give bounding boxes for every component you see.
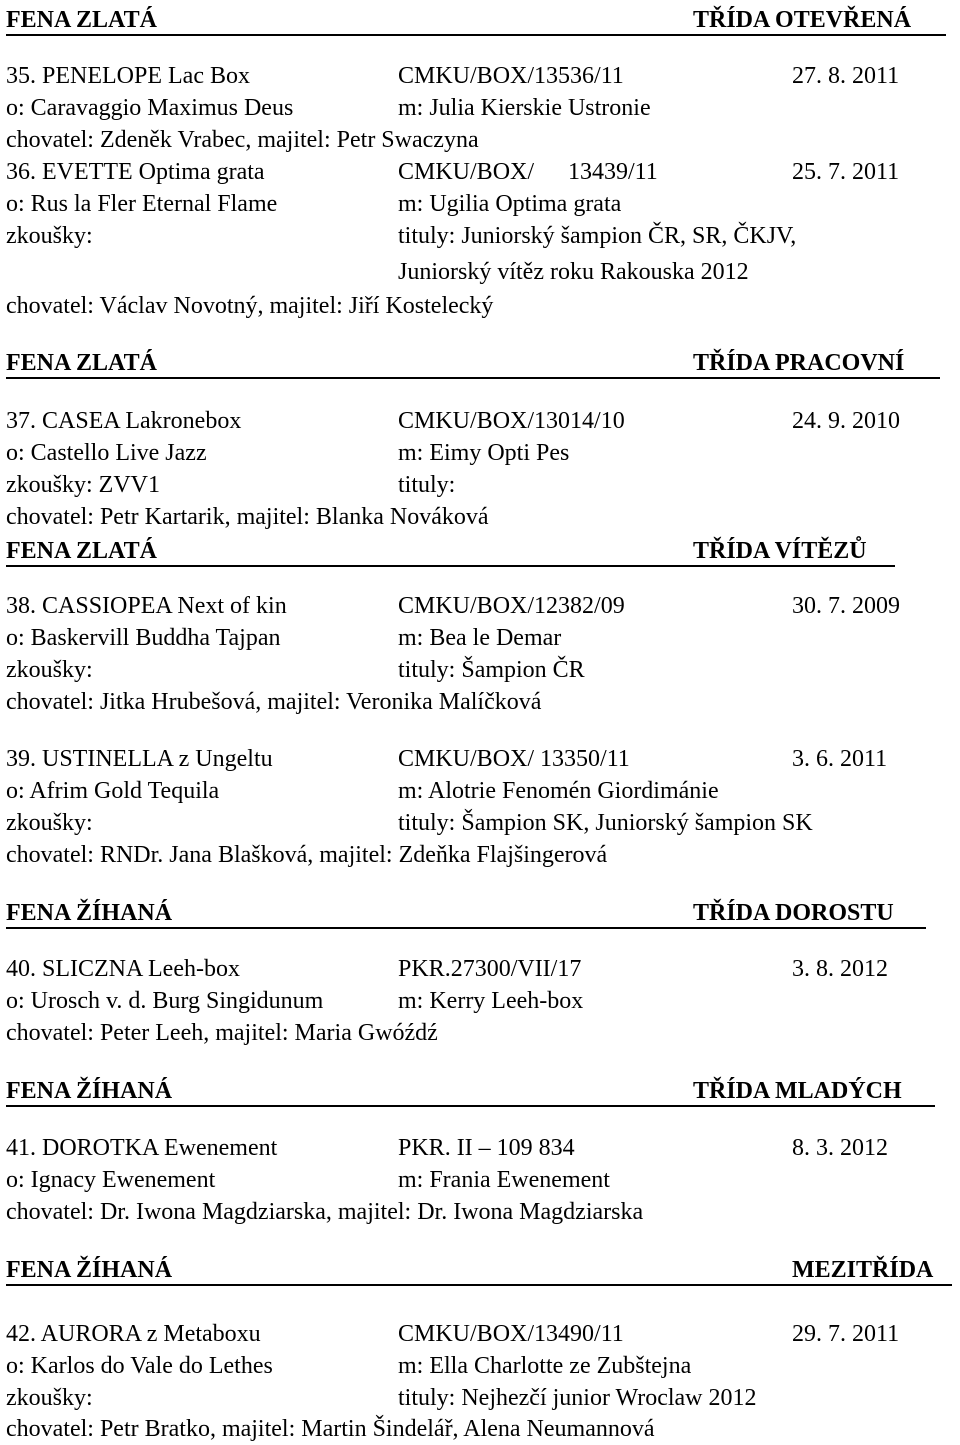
entry-name: 40. SLICZNA Leeh-box [6,956,240,982]
entry-name: 37. CASEA Lakronebox [6,408,242,434]
entry-breeder-owner: chovatel: Zdeněk Vrabec, majitel: Petr Swaczyna [6,127,479,153]
section-class-heading: TŘÍDA OTEVŘENÁ [693,7,912,33]
section-class-heading: TŘÍDA VÍTĚZŮ [693,538,867,564]
entry-registration: CMKU/BOX/ 13350/11 [398,746,630,772]
section-color-heading: FENA ŽÍHANÁ [6,1078,173,1104]
entry-birth-date: 3. 8. 2012 [792,956,888,982]
entry-titles: tituly: Nejhezčí junior Wroclaw 2012 [398,1385,757,1411]
entry-mother: m: Eimy Opti Pes [398,440,570,466]
section-color-heading: FENA ZLATÁ [6,350,157,376]
entry-birth-date: 24. 9. 2010 [792,408,900,434]
heading-underline [6,377,940,379]
entry-name: 39. USTINELLA z Ungeltu [6,746,273,772]
entry-father: o: Rus la Fler Eternal Flame [6,191,278,217]
entry-mother: m: Julia Kierskie Ustronie [398,95,651,121]
heading-underline [6,1284,952,1286]
entry-mother: m: Kerry Leeh-box [398,988,584,1014]
entry-registration: CMKU/BOX/13014/10 [398,408,625,434]
entry-tests: zkoušky: [6,223,93,249]
heading-underline [6,565,895,567]
entry-breeder-owner: chovatel: RNDr. Jana Blašková, majitel: Zdeňka Flajšingerová [6,842,608,868]
entry-name: 35. PENELOPE Lac Box [6,63,250,89]
entry-titles: tituly: Šampion SK, Juniorský šampion SK [398,810,813,836]
entry-registration: PKR. II – 109 834 [398,1135,575,1161]
section-color-heading: FENA ZLATÁ [6,7,157,33]
entry-mother: m: Ugilia Optima grata [398,191,622,217]
entry-mother: m: Bea le Demar [398,625,562,651]
entry-breeder-owner: chovatel: Václav Novotný, majitel: Jiří Kostelecký [6,293,494,319]
entry-tests: zkoušky: [6,657,93,683]
entry-tests: zkoušky: [6,810,93,836]
entry-registration: CMKU/BOX/ [398,159,535,185]
entry-registration: CMKU/BOX/13536/11 [398,63,624,89]
entry-registration: CMKU/BOX/13490/11 [398,1321,624,1347]
entry-breeder-owner: chovatel: Peter Leeh, majitel: Maria Gwóźdź [6,1020,438,1046]
entry-birth-date: 29. 7. 2011 [792,1321,900,1347]
entry-titles: tituly: Juniorský šampion ČR, SR, ČKJV, [398,223,797,249]
entry-name: 38. CASSIOPEA Next of kin [6,593,287,619]
section-class-heading: TŘÍDA PRACOVNÍ [693,350,905,376]
entry-birth-date: 30. 7. 2009 [792,593,900,619]
heading-underline [6,1105,935,1107]
entry-birth-date: 8. 3. 2012 [792,1135,888,1161]
section-class-heading: MEZITŘÍDA [792,1257,934,1283]
entry-registration: CMKU/BOX/12382/09 [398,593,625,619]
heading-underline [6,927,926,929]
entry-birth-date: 27. 8. 2011 [792,63,900,89]
section-class-heading: TŘÍDA DOROSTU [693,900,894,926]
heading-underline [6,34,946,36]
entry-tests: zkoušky: ZVV1 [6,472,160,498]
entry-father: o: Castello Live Jazz [6,440,207,466]
section-color-heading: FENA ZLATÁ [6,538,157,564]
entry-titles: tituly: Šampion ČR [398,657,585,683]
entry-titles: tituly: [398,472,456,498]
entry-father: o: Baskervill Buddha Tajpan [6,625,281,651]
entry-name: 36. EVETTE Optima grata [6,159,265,185]
entry-mother: m: Frania Ewenement [398,1167,610,1193]
entry-mother: m: Ella Charlotte ze Zubštejna [398,1353,692,1379]
entry-name: 42. AURORA z Metaboxu [6,1321,261,1347]
section-color-heading: FENA ŽÍHANÁ [6,1257,173,1283]
entry-registration: PKR.27300/VII/17 [398,956,582,982]
entry-breeder-owner: chovatel: Petr Bratko, majitel: Martin Šindelář, Alena Neumannová [6,1416,655,1442]
section-color-heading: FENA ŽÍHANÁ [6,900,173,926]
entry-father: o: Afrim Gold Tequila [6,778,220,804]
entry-breeder-owner: chovatel: Petr Kartarik, majitel: Blanka Nováková [6,504,489,530]
section-class-heading: TŘÍDA MLADÝCH [693,1078,902,1104]
entry-birth-date: 25. 7. 2011 [792,159,900,185]
entry-breeder-owner: chovatel: Jitka Hrubešová, majitel: Veronika Malíčková [6,689,542,715]
entry-father: o: Karlos do Vale do Lethes [6,1353,273,1379]
entry-father: o: Ignacy Ewenement [6,1167,216,1193]
entry-father: o: Urosch v. d. Burg Singidunum [6,988,324,1014]
entry-tests: zkoušky: [6,1385,93,1411]
entry-breeder-owner: chovatel: Dr. Iwona Magdziarska, majitel: Dr. Iwona Magdziarska [6,1199,644,1225]
entry-mother: m: Alotrie Fenomén Giordimánie [398,778,719,804]
entry-father: o: Caravaggio Maximus Deus [6,95,294,121]
entry-registration-number: 13439/11 [568,159,658,185]
entry-titles-continued: Juniorský vítěz roku Rakouska 2012 [398,259,749,285]
entry-birth-date: 3. 6. 2011 [792,746,888,772]
entry-name: 41. DOROTKA Ewenement [6,1135,278,1161]
